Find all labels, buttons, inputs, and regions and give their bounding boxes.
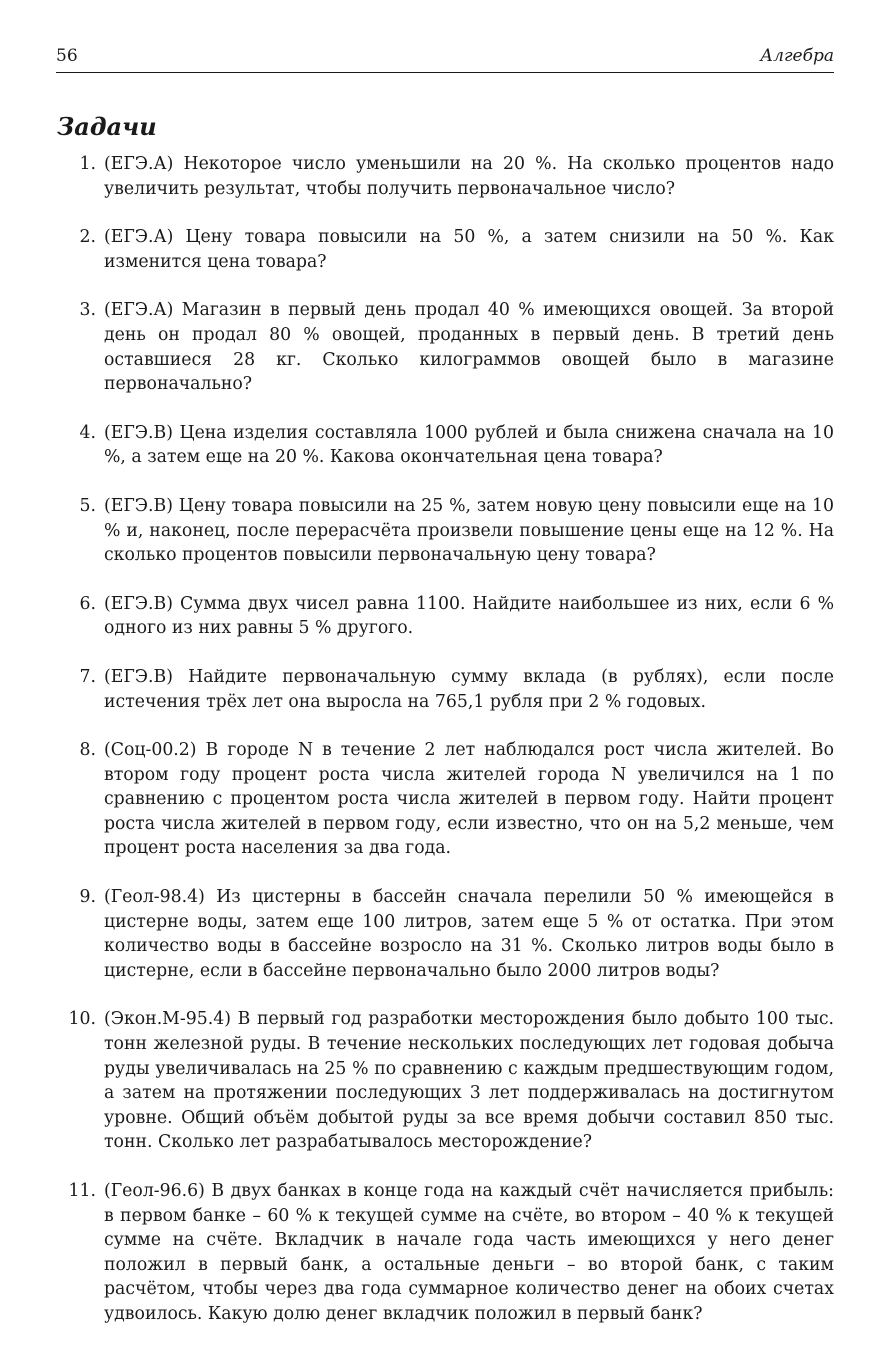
running-title: Алгебра [760, 46, 834, 66]
problem-text: (ЕГЭ.В) Цену товара повысили на 25 %, затем новую цену повысили еще на 10 % и, наконец, после перерасчёта произвели повышение цены еще на 12 %. На сколько процентов повысили первоначальную цену товара? [104, 495, 834, 566]
problem-number: 4. [79, 422, 96, 443]
page-number: 56 [56, 46, 78, 66]
problem-number: 6. [79, 593, 96, 614]
problem-number: 10. [68, 1009, 96, 1030]
problem-number: 1. [79, 154, 96, 174]
problem-number: 9. [79, 887, 96, 908]
problem-number: 7. [79, 666, 96, 687]
problem-text: (ЕГЭ.В) Найдите первоначальную сумму вклада (в рублях), если после истечения трёх лет она выросла на 765,1 рубля при 2 % годовых. [104, 666, 834, 712]
problem-item [56, 1007, 834, 1155]
section-title: Задачи [57, 112, 157, 141]
problem-text: (ЕГЭ.А) Цену товара повысили на 50 %, а затем снизили на 50 %. Как изменится цена товара? [104, 227, 834, 272]
problem-number: 3. [79, 300, 96, 321]
problem-text: (Геол-96.6) В двух банках в конце года на каждый счёт начисляется прибыль: в первом банке – 60 % к текущей сумме на счёте, во втором – 40 % к текущей сумме на счёте. Вкладчик в начале года часть имеющихся у него денег положил в первый банк, а остальные деньги – во второй банк, с таким расчётом, чтобы через два года суммарное количество денег на обоих счетах удвоилось. Какую долю денег вкладчик положил в первый банк? [104, 1181, 834, 1324]
problem-item [56, 1179, 834, 1327]
problem-number: 2. [79, 227, 96, 248]
problem-item [56, 421, 834, 470]
header-rule [56, 72, 834, 73]
problem-text: (Экон.М-95.4) В первый год разработки месторождения было добыто 100 тыс. тонн железной руды. В течение нескольких последующих лет годовая добыча руды увеличивалась на 25 % по сравнению с каждым предшествующим годом, а затем на протяжении последующих 3 лет поддерживалась на достигнутом уровне. Общий объём добытой руды за все время добычи составил 850 тыс. тонн. Сколько лет разрабатывалось месторождение? [104, 1009, 834, 1153]
problem-number: 11. [68, 1181, 96, 1201]
problem-item [56, 738, 834, 861]
problem-item [56, 152, 834, 201]
problem-text: (ЕГЭ.А) Магазин в первый день продал 40 % имеющихся овощей. За второй день он продал 80 % овощей, проданных в первый день. В третий день оставшиеся 28 кг. Сколько килограммов овощей было в магазине первоначально? [104, 300, 834, 395]
problem-item [56, 494, 834, 568]
problem-item [56, 665, 834, 714]
problem-item [56, 298, 834, 396]
problem-item [56, 592, 834, 641]
page-header [56, 46, 834, 70]
problem-list [56, 152, 834, 1351]
problem-text: (Геол-98.4) Из цистерны в бассейн сначала перелили 50 % имеющейся в цистерне воды, затем еще 100 литров, затем еще 5 % от остатка. При этом количество воды в бассейне возросло на 31 %. Сколько литров воды было в цистерне, если в бассейне первоначально было 2000 литров воды? [104, 887, 834, 981]
problem-item [56, 885, 834, 983]
problem-text: (Соц-00.2) В городе N в течение 2 лет наблюдался рост числа жителей. Во втором году процент роста числа жителей города N увеличился на 1 по сравнению с процентом роста числа жителей в первом году. Найти процент роста числа жителей в первом году, если известно, что он на 5,2 меньше, чем процент роста населения за два года. [104, 740, 834, 859]
problem-number: 5. [79, 495, 96, 516]
problem-text: (ЕГЭ.В) Сумма двух чисел равна 1100. Найдите наибольшее из них, если 6 % одного из них равны 5 % другого. [104, 593, 834, 639]
problem-text: (ЕГЭ.В) Цена изделия составляла 1000 рублей и была снижена сначала на 10 %, а затем еще на 20 %. Какова окончательная цена товара? [104, 422, 834, 468]
problem-number: 8. [79, 740, 96, 761]
problem-item [56, 225, 834, 274]
problem-text: (ЕГЭ.А) Некоторое число уменьшили на 20 %. На сколько процентов надо увеличить результат, чтобы получить первоначальное число? [104, 154, 834, 199]
